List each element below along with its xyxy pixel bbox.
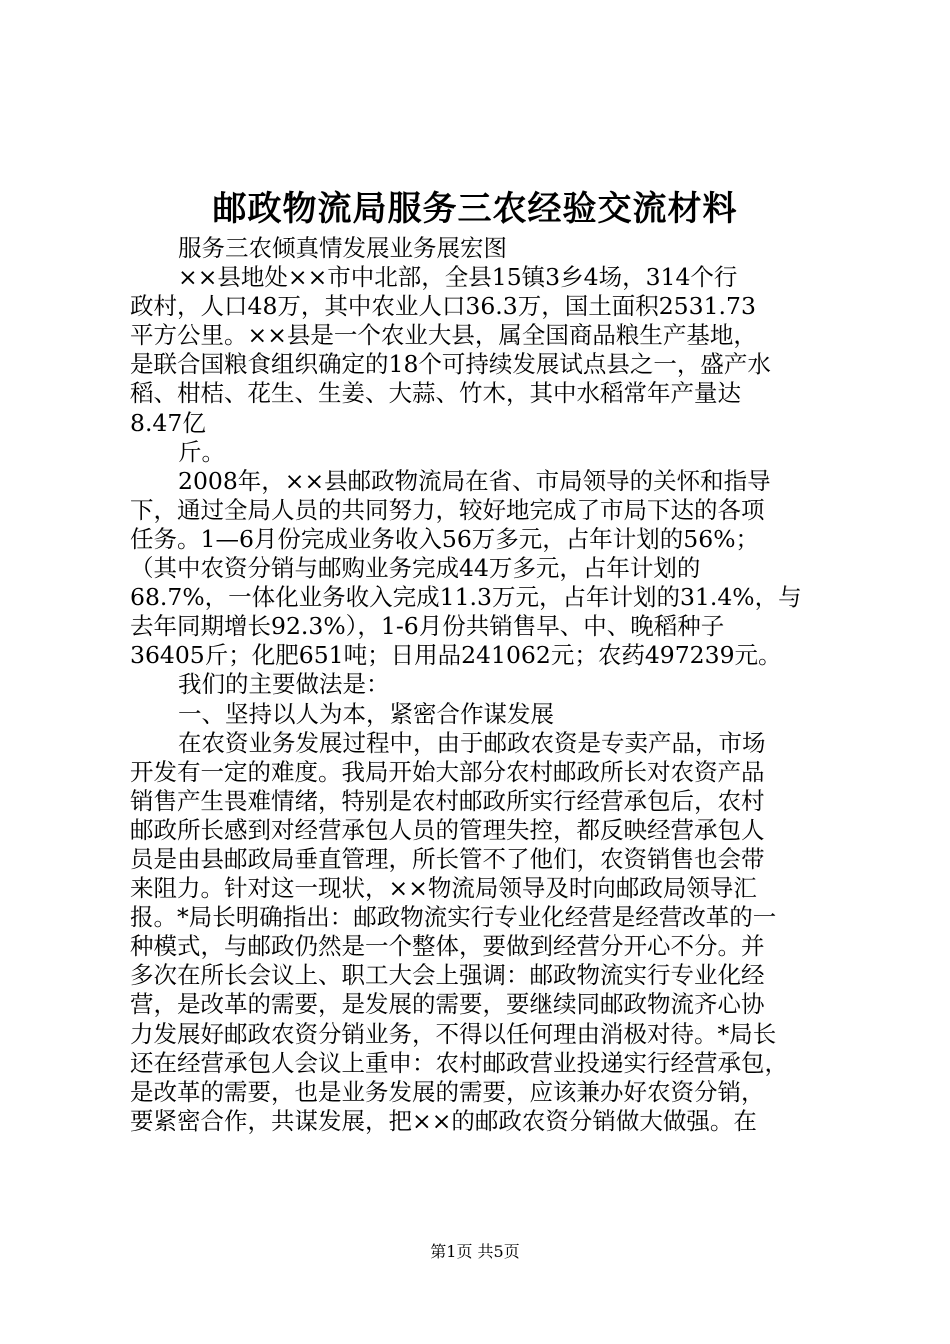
paragraph-line: 报。*局长明确指出：邮政物流实行专业化经营是经营改革的一 xyxy=(130,903,777,932)
paragraph-line: ××县地处××市中北部，全县15镇3乡4场，314个行 xyxy=(178,263,738,292)
paragraph-line: 下，通过全局人员的共同努力，较好地完成了市局下达的各项 xyxy=(130,495,765,524)
paragraph-line: 8.47亿 xyxy=(130,408,206,437)
paragraph-line: 要紧密合作，共谋发展，把××的邮政农资分销做大做强。在 xyxy=(130,1106,757,1135)
paragraph-line: 去年同期增长92.3%），1-6月份共销售早、中、晚稻种子 xyxy=(130,612,725,641)
paragraph-line: 员是由县邮政局垂直管理，所长管不了他们，农资销售也会带 xyxy=(130,844,765,873)
paragraph-line: 多次在所长会议上、职工大会上强调：邮政物流实行专业化经 xyxy=(130,961,765,990)
paragraph-line: 营，是改革的需要，是发展的需要，要继续同邮政物流齐心协 xyxy=(130,990,765,1019)
paragraph-line: 邮政所长感到对经营承包人员的管理失控，都反映经营承包人 xyxy=(130,815,765,844)
paragraph-line: 种模式，与邮政仍然是一个整体，要做到经营分开心不分。并 xyxy=(130,932,765,961)
paragraph-line: 斤。 xyxy=(178,437,225,466)
paragraph-line: 在农资业务发展过程中，由于邮政农资是专卖产品，市场 xyxy=(178,728,766,757)
paragraph-line: 2008年，××县邮政物流局在省、市局领导的关怀和指导 xyxy=(178,466,771,495)
paragraph-line: 任务。1—6月份完成业务收入56万多元，占年计划的56%； xyxy=(130,524,760,553)
subtitle-line: 服务三农倾真情发展业务展宏图 xyxy=(178,234,507,262)
paragraph-line: 36405斤；化肥651吨；日用品241062元；农药497239元。 xyxy=(130,641,782,670)
paragraph-line: 稻、柑桔、花生、生姜、大蒜、竹木，其中水稻常年产量达 xyxy=(130,379,741,408)
paragraph-line: 开发有一定的难度。我局开始大部分农村邮政所长对农资产品 xyxy=(130,757,765,786)
document-body xyxy=(130,234,830,1136)
paragraph-line: 力发展好邮政农资分销业务，不得以任何理由消极对待。*局长 xyxy=(130,1019,777,1048)
section-heading: 一、坚持以人为本，紧密合作谋发展 xyxy=(178,699,554,728)
paragraph-line: 我们的主要做法是： xyxy=(178,670,390,699)
paragraph-line: 是改革的需要，也是业务发展的需要，应该兼办好农资分销， xyxy=(130,1077,765,1106)
paragraph-line: 平方公里。××县是一个农业大县，属全国商品粮生产基地， xyxy=(130,321,757,350)
document-title: 邮政物流局服务三农经验交流材料 xyxy=(212,189,738,229)
paragraph-line: 还在经营承包人会议上重申：农村邮政营业投递实行经营承包， xyxy=(130,1048,788,1077)
paragraph-line: 是联合国粮食组织确定的18个可持续发展试点县之一，盛产水 xyxy=(130,350,771,379)
paragraph-line: 政村，人口48万，其中农业人口36.3万，国土面积2531.73 xyxy=(130,292,756,321)
paragraph-line: 68.7%，一体化业务收入完成11.3万元，占年计划的31.4%，与 xyxy=(130,583,802,612)
page-number: 第1页 共5页 xyxy=(430,1242,520,1261)
paragraph-line: 销售产生畏难情绪，特别是农村邮政所实行经营承包后，农村 xyxy=(130,786,765,815)
paragraph-line: （其中农资分销与邮购业务完成44万多元，占年计划的 xyxy=(130,554,701,583)
paragraph-line: 来阻力。针对这一现状，××物流局领导及时向邮政局领导汇 xyxy=(130,874,757,903)
